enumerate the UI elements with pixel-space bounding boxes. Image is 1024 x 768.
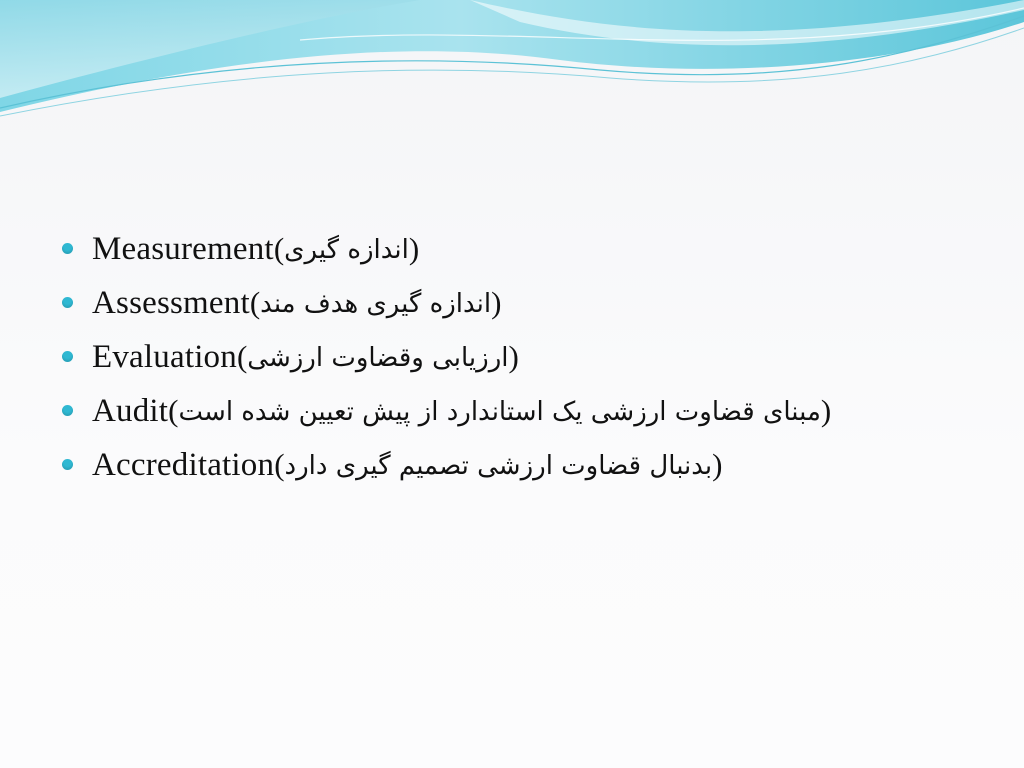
close-paren: ) <box>712 447 723 482</box>
open-paren: ( <box>249 285 261 320</box>
list-item <box>62 276 982 330</box>
header-wave-decoration <box>0 0 1024 130</box>
persian-note: اندازه گیری هدف مند <box>260 289 492 319</box>
bullet-list <box>62 222 982 492</box>
open-paren: ( <box>168 393 179 428</box>
list-item <box>62 384 982 438</box>
bullet-text <box>92 340 519 374</box>
bullet-icon <box>62 351 73 362</box>
persian-note: اندازه گیری <box>284 235 409 265</box>
close-paren: ) <box>820 393 832 428</box>
persian-note: ارزیابی وقضاوت ارزشی <box>247 343 509 373</box>
close-paren: ) <box>491 285 502 320</box>
persian-note: مبنای قضاوت ارزشی یک استاندارد از پیش تعیین شده است <box>178 397 821 427</box>
term: Measurement <box>92 231 274 267</box>
list-item <box>62 330 982 384</box>
bullet-icon <box>62 297 73 308</box>
close-paren: ) <box>508 339 519 374</box>
open-paren: ( <box>273 231 285 266</box>
bullet-icon <box>62 405 73 416</box>
bullet-text <box>92 394 831 428</box>
close-paren: ) <box>408 231 420 266</box>
open-paren: ( <box>274 447 285 482</box>
open-paren: ( <box>236 339 248 374</box>
bullet-text <box>92 448 723 482</box>
list-item <box>62 222 982 276</box>
term: Assessment <box>92 285 250 321</box>
bullet-text <box>92 232 419 266</box>
bullet-icon <box>62 459 73 470</box>
bullet-icon <box>62 243 73 254</box>
term: Accreditation <box>92 447 275 483</box>
bullet-text <box>92 286 501 320</box>
term: Evaluation <box>92 339 237 375</box>
list-item <box>62 438 982 492</box>
term: Audit <box>92 393 169 429</box>
persian-note: بدنبال قضاوت ارزشی تصمیم گیری دارد <box>284 451 713 481</box>
